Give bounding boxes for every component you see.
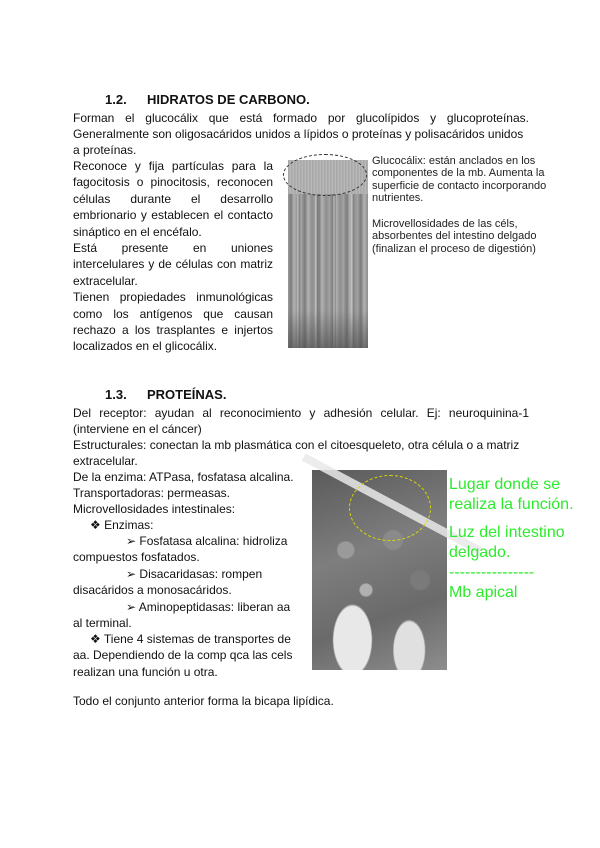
function-site-ring bbox=[349, 475, 431, 541]
caption-line: absorbentes del intestino delgado bbox=[372, 230, 537, 243]
arrowhead-icon: ➢ bbox=[126, 534, 137, 548]
enzymes-bullet bbox=[90, 517, 153, 533]
section-title: HIDRATOS DE CARBONO. bbox=[147, 92, 310, 107]
body-line: Está presente en uniones bbox=[73, 241, 273, 256]
microvilli-line: Microvellosidades intestinales: bbox=[73, 502, 236, 516]
structural-line-2: extracelular. bbox=[73, 454, 138, 468]
disacaridasas-item bbox=[73, 566, 303, 599]
label-line: Lugar donde se bbox=[449, 476, 561, 493]
body-line: localizados en el glicocálix. bbox=[73, 339, 218, 354]
item-text: Fosfatasa alcalina: hidroliza bbox=[139, 534, 288, 548]
body-line: Tienen propiedades inmunológicas bbox=[73, 290, 273, 305]
body-line: sináptico en el encéfalo. bbox=[73, 224, 202, 239]
item-text: compuestos fosfatados. bbox=[73, 550, 200, 565]
section-1-2-heading bbox=[105, 92, 310, 108]
intro-line-2: Generalmente son oligosacáridos unidos a lípidos o proteínas y polisacáridos unidos bbox=[73, 127, 524, 141]
glucocalix-functions bbox=[73, 158, 273, 355]
body-line: Reconoce y fija partículas para la bbox=[73, 159, 273, 173]
item-text: disacáridos a monosacáridos. bbox=[73, 583, 232, 598]
structural-line-1: Estructurales: conectan la mb plasmática con el citoesqueleto, otra célula o a matriz bbox=[73, 438, 520, 452]
arrowhead-icon: ➢ bbox=[126, 600, 137, 614]
fosfatasa-item bbox=[73, 533, 303, 566]
item-text: realizan una función u otra. bbox=[73, 664, 218, 679]
caption-line: Glucocálix: están anclados en los bbox=[372, 155, 536, 167]
bullet-text: Enzimas: bbox=[104, 518, 154, 532]
label-line: Mb apical bbox=[449, 584, 518, 601]
caption-line: componentes de la mb. Aumenta la bbox=[372, 167, 545, 180]
aminopeptidasas-item bbox=[73, 599, 303, 632]
body-line: células durante el desarrollo bbox=[73, 191, 273, 206]
item-text: al terminal. bbox=[73, 616, 132, 631]
body-line: rechazo a los trasplantes e injertos bbox=[73, 323, 273, 338]
caption-line: Microvellosidades de las céls, bbox=[372, 218, 518, 230]
glucocalix-caption bbox=[372, 155, 552, 205]
micrograph-labels bbox=[449, 475, 599, 603]
transporters-line: Transportadoras: permeasas. bbox=[73, 486, 230, 500]
item-text: Aminopeptidasas: liberan aa bbox=[138, 600, 291, 614]
label-line: delgado. bbox=[449, 544, 511, 561]
intro-line-3: a proteínas. bbox=[73, 143, 137, 157]
section-title: PROTEÍNAS. bbox=[147, 387, 227, 402]
body-line: extracelular. bbox=[73, 273, 138, 288]
glycocalyx-highlight-ellipse bbox=[283, 154, 367, 196]
section-number: 1.2. bbox=[105, 92, 127, 107]
final-note: Todo el conjunto anterior forma la bicapa lipídica. bbox=[73, 694, 334, 708]
body-line: intercelulares y de células con matriz bbox=[73, 257, 273, 272]
caption-line: superficie de contacto incorporando bbox=[372, 179, 547, 192]
transport-systems-item bbox=[73, 631, 308, 680]
caption-line: nutrientes. bbox=[372, 192, 424, 205]
body-line: embrionario y establecen el contacto bbox=[73, 208, 273, 223]
receptor-line-2: (interviene en el cáncer) bbox=[73, 422, 202, 436]
micrograph-shadow bbox=[288, 310, 368, 348]
diamond-bullet-icon: ❖ bbox=[90, 518, 101, 532]
enzyme-line: De la enzima: ATPasa, fosfatasa alcalina. bbox=[73, 470, 294, 484]
receptor-line-1: Del receptor: ayudan al reconocimiento y adhesión celular. Ej: neuroquinina-1 bbox=[73, 406, 529, 420]
item-text: Disacaridasas: rompen bbox=[139, 567, 263, 581]
label-divider: ---------------- bbox=[449, 564, 535, 581]
label-line: realiza la función. bbox=[449, 496, 574, 513]
item-text: aa. Dependiendo de la comp qca las cels bbox=[73, 648, 293, 663]
section-number: 1.3. bbox=[105, 387, 127, 402]
item-text: Tiene 4 sistemas de transportes de bbox=[103, 632, 291, 646]
body-line: fagocitosis o pinocitosis, reconocen bbox=[73, 175, 273, 190]
label-line: Luz del intestino bbox=[449, 524, 565, 541]
caption-line: (finalizan el proceso de digestión) bbox=[372, 242, 536, 255]
body-line: como los antígenos que causan bbox=[73, 306, 273, 321]
intro-line-1: Forman el glucocálix que está formado por glucolípidos y glucoproteínas. bbox=[73, 111, 529, 125]
section-1-3-heading bbox=[105, 387, 226, 403]
diamond-bullet-icon: ❖ bbox=[90, 632, 101, 646]
microvilli-caption bbox=[372, 218, 552, 255]
arrowhead-icon: ➢ bbox=[126, 567, 137, 581]
